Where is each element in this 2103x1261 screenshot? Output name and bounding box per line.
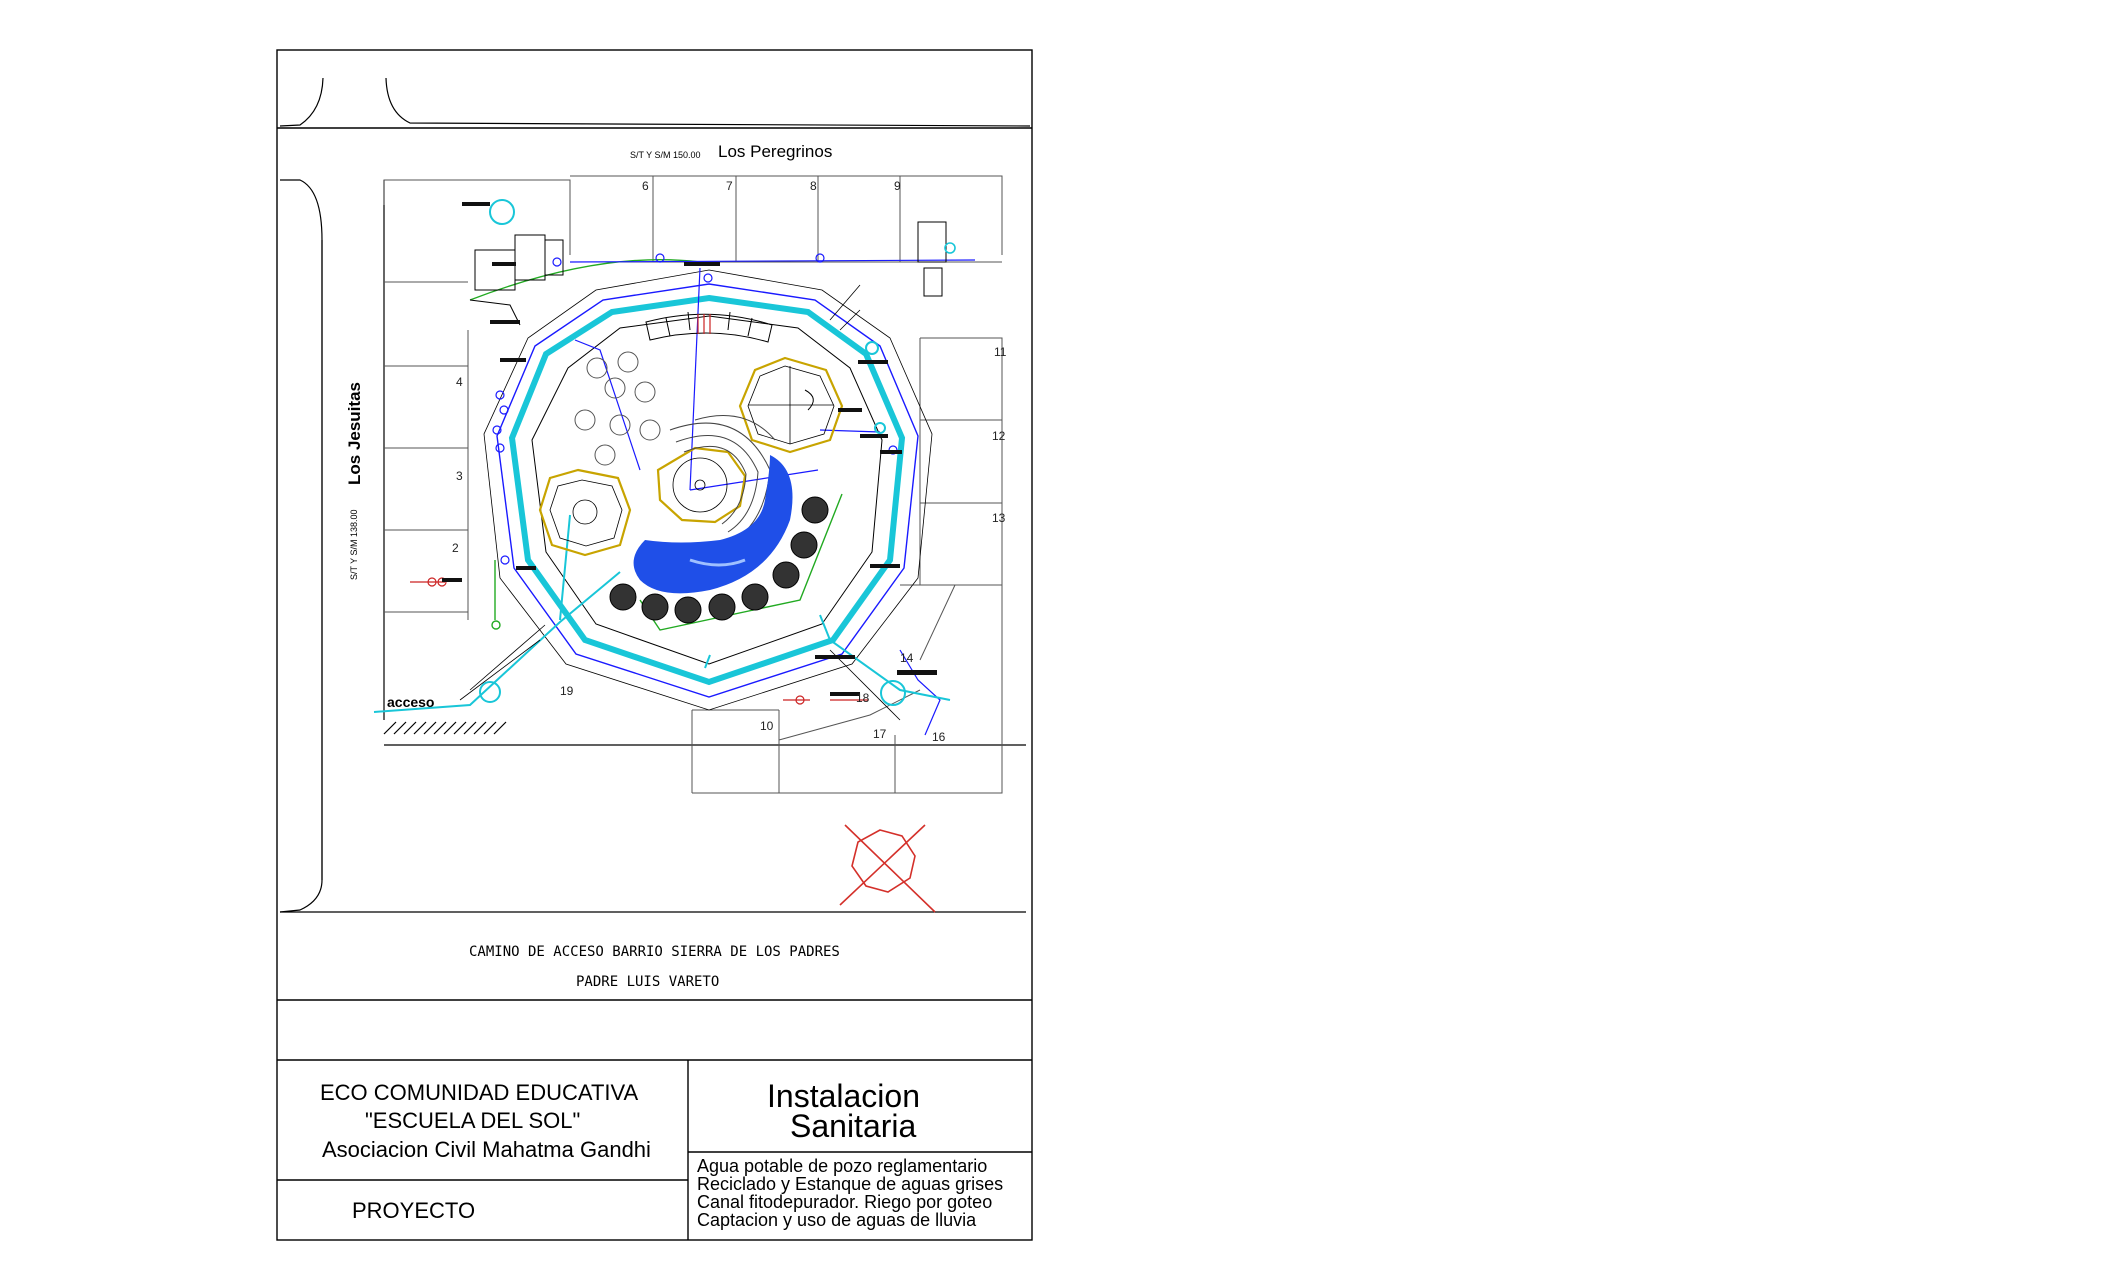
org-name-line-3: Asociacion Civil Mahatma Gandhi [322,1137,651,1162]
lot-number: 8 [810,179,817,193]
access-paths [460,285,900,720]
org-name-line-1: ECO COMUNIDAD EDUCATIVA [320,1080,639,1105]
note-line: Captacion y uso de aguas de lluvia [697,1210,977,1230]
lot-number: 3 [456,469,463,483]
drawing-title-line-2: Sanitaria [790,1108,917,1144]
compass-mark [840,825,935,912]
south-road-line-2: PADRE LUIS VARETO [576,974,720,990]
west-street-name: Los Jesuitas [345,382,364,485]
ne-shed [918,222,955,296]
lot-number: 19 [560,684,574,698]
valves [410,578,868,704]
drawing-title-line-1: Instalacion [767,1078,920,1114]
lot-number: 4 [456,375,463,389]
lot-number: 12 [992,429,1006,443]
access-label: acceso [387,694,435,710]
lot-number: 2 [452,541,459,555]
street-edges [280,78,1030,912]
north-street-level: S/T Y S/M 150.00 [630,150,701,160]
lot-number: 18 [856,691,870,705]
org-name-line-2: "ESCUELA DEL SOL" [365,1108,581,1133]
ring-path [484,270,932,710]
west-classroom [540,470,630,555]
entry-hatch [384,722,506,734]
phase-label: PROYECTO [352,1198,476,1223]
lot-number: 13 [992,511,1006,525]
north-street-name: Los Peregrinos [718,142,833,161]
central-hall [658,448,745,522]
lot-number: 10 [760,719,774,733]
note-line: Canal fitodepurador. Riego por goteo [697,1192,993,1212]
lot-number: 16 [932,730,946,744]
lot-number: 17 [873,727,887,741]
south-road-line-1: CAMINO DE ACCESO BARRIO SIERRA DE LOS PADRES [469,944,840,960]
lot-numbers [452,179,1007,744]
lot-number: 6 [642,179,649,193]
west-street-level: S/T Y S/M 138.00 [349,509,359,580]
orchard-trees [575,352,660,465]
lot-number: 9 [894,179,901,193]
note-line: Reciclado y Estanque de aguas grises [697,1174,1004,1194]
lot-number: 11 [994,345,1007,359]
services-building [470,200,563,325]
lot-number: 14 [900,651,914,665]
lot-number: 7 [726,179,733,193]
lot-boundaries [384,176,1002,793]
octagonal-hall [740,358,842,452]
note-line: Agua potable de pozo reglamentario [697,1156,988,1176]
drawing-notes [697,1156,1003,1230]
